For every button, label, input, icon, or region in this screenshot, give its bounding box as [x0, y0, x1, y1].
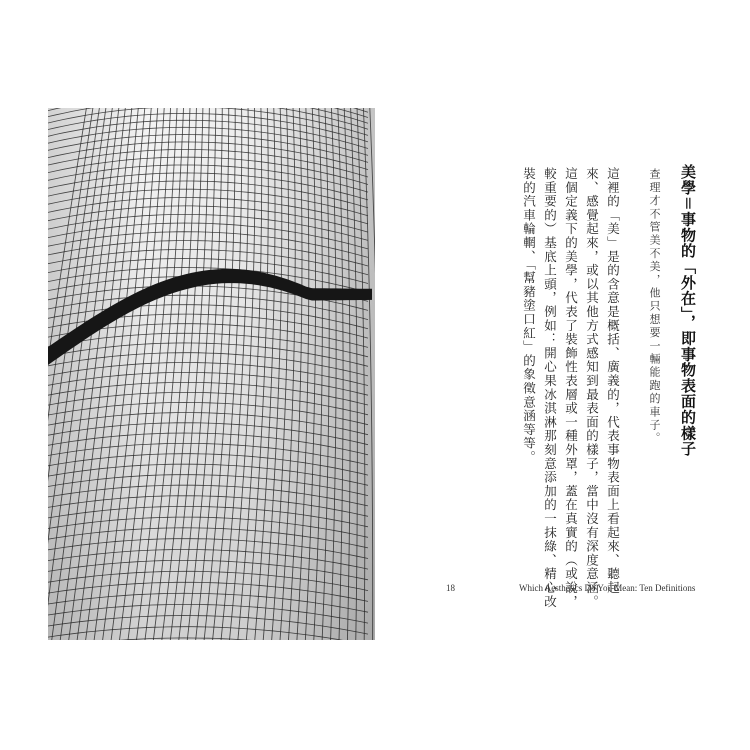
page-number: 18	[446, 583, 455, 593]
body-text-column: 這裡的「美」是的含意是概括、廣義的，代表事物表面上看起來、聽起	[605, 167, 621, 595]
body-text-column: 來、感覺起來，或以其他方式感知到最表面的樣子，當中沒有深度意涵。	[584, 167, 600, 609]
running-title: Which Aesthetics Do You Mean: Ten Definitions	[519, 583, 696, 593]
body-text-column: 較重要的）基底上頭，例如：開心果冰淇淋那刻意添加的一抹綠、精心改	[542, 167, 558, 609]
building-facade-photo	[48, 108, 375, 640]
section-heading: 美學＝事物的「外在」，即事物表面的樣子	[679, 164, 697, 457]
body-text-column: 這個定義下的美學，代表了裝飾性表層或一種外罩，蓋在真實的（或說，	[563, 167, 579, 609]
curved-glass-facade-icon	[48, 108, 375, 640]
body-text-column: 裝的汽車輪輞、「幫豬塗口紅」的象徵意涵等等。	[521, 167, 537, 465]
epigraph-quote: 查理才不管美不美，他只想要一輛能跑的車子。	[648, 168, 661, 446]
